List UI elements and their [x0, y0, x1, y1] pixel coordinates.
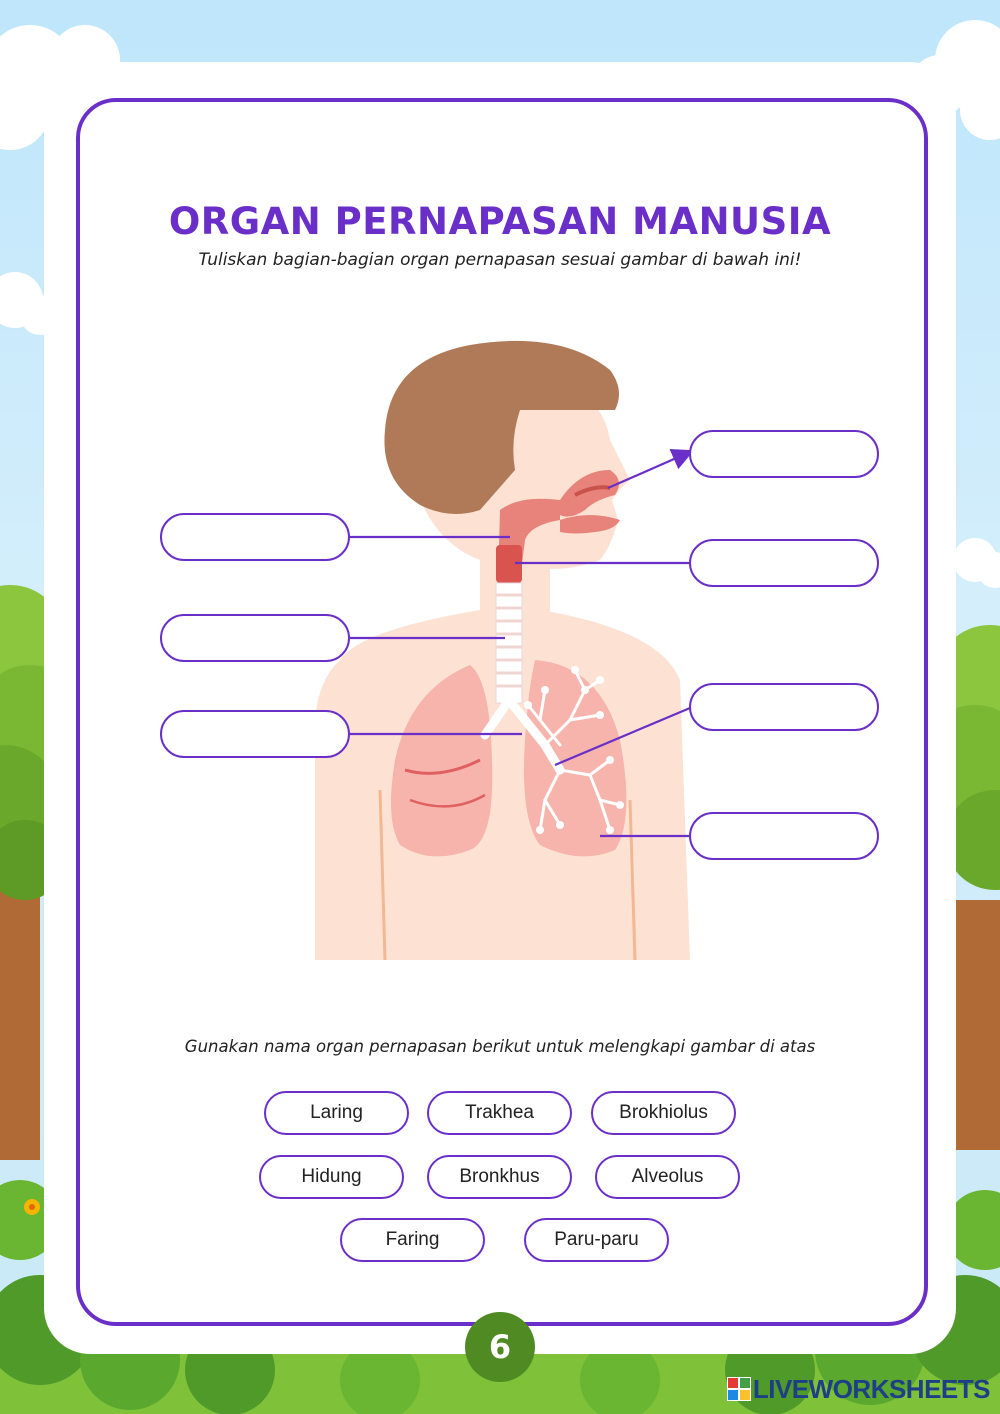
answer-box-larynx[interactable]	[689, 539, 879, 587]
answer-box-bronchus[interactable]	[160, 710, 350, 758]
brand-watermark	[690, 1372, 990, 1406]
word-chip-laring[interactable]: Laring	[264, 1091, 409, 1135]
word-chip-hidung[interactable]: Hidung	[259, 1155, 404, 1199]
answer-box-bronchiole[interactable]	[689, 683, 879, 731]
trachea	[496, 583, 522, 703]
answer-box-nose[interactable]	[689, 430, 879, 478]
answer-box-pharynx[interactable]	[160, 513, 350, 561]
word-chip-bronkhus[interactable]: Bronkhus	[427, 1155, 572, 1199]
answer-box-trachea[interactable]	[160, 614, 350, 662]
answer-box-lung[interactable]	[689, 812, 879, 860]
page-title: ORGAN PERNAPASAN MANUSIA	[168, 200, 832, 243]
word-chip-alveolus[interactable]: Alveolus	[595, 1155, 740, 1199]
brand-logo-icon	[727, 1377, 751, 1401]
word-chip-faring[interactable]: Faring	[340, 1218, 485, 1262]
word-chip-trakhea[interactable]: Trakhea	[427, 1091, 572, 1135]
word-chip-brokhiolus[interactable]: Brokhiolus	[591, 1091, 736, 1135]
brand-name: LIVEWORKSHEETS	[752, 1373, 990, 1404]
page-number-badge: 6	[465, 1312, 535, 1382]
word-chip-paru-paru[interactable]: Paru-paru	[524, 1218, 669, 1262]
word-bank-instruction: Gunakan nama organ pernapasan berikut untuk melengkapi gambar di atas	[184, 1037, 816, 1056]
page-subtitle: Tuliskan bagian-bagian organ pernapasan sesuai gambar di bawah ini!	[198, 250, 802, 270]
